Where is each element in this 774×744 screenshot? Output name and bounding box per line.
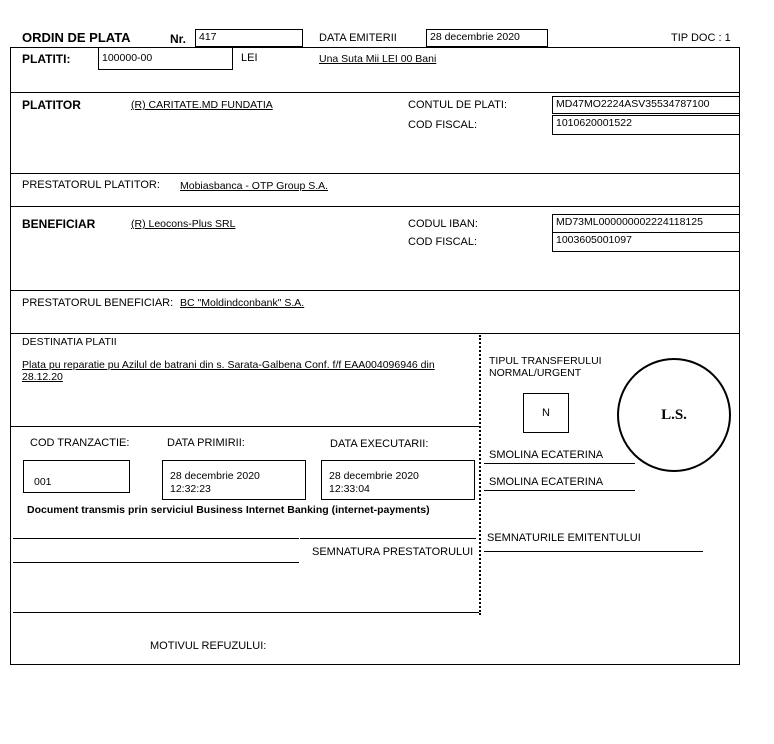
received-date-field	[162, 460, 306, 500]
signature-line	[13, 562, 299, 563]
amount-label: PLATITI:	[22, 52, 71, 66]
refusal-reason-label: MOTIVUL REFUZULUI:	[150, 640, 267, 652]
received-date-value: 28 decembrie 2020	[170, 470, 260, 482]
transaction-code-value: 001	[34, 476, 52, 488]
executed-date-value: 28 decembrie 2020	[329, 470, 419, 482]
payer-fiscal-field: 1010620001522	[552, 115, 740, 135]
executed-date-field	[321, 460, 475, 500]
beneficiary-fiscal-label: COD FISCAL:	[408, 236, 478, 248]
amount-in-words: Una Suta Mii LEI 00 Bani	[319, 53, 437, 65]
payer-account-field: MD47MO2224ASV35534787100	[552, 96, 740, 114]
payer-label: PLATITOR	[22, 98, 81, 112]
divider-line	[13, 612, 479, 613]
payer-provider-name: Mobiasbanca - OTP Group S.A.	[180, 180, 329, 192]
dotted-separator	[479, 335, 481, 615]
received-time-value: 12:32:23	[170, 483, 211, 495]
beneficiary-name: (R) Leocons-Plus SRL	[131, 218, 236, 230]
signature-line	[484, 463, 635, 464]
signature-line	[484, 490, 635, 491]
divider-line	[10, 426, 479, 427]
payer-fiscal-label: COD FISCAL:	[408, 119, 478, 131]
beneficiary-provider-name: BC "Moldindconbank" S.A.	[180, 297, 305, 309]
payer-name: (R) CARITATE.MD FUNDATIA	[131, 99, 273, 111]
signatory-name: SMOLINA ECATERINA	[489, 449, 604, 461]
divider-line	[10, 92, 740, 93]
issue-date-label: DATA EMITERII	[319, 32, 397, 44]
document-title: ORDIN DE PLATA	[22, 30, 131, 45]
beneficiary-fiscal-field: 1003605001097	[552, 232, 740, 252]
purpose-label: DESTINATIA PLATII	[22, 336, 117, 348]
beneficiary-label: BENEFICIAR	[22, 217, 96, 231]
transfer-type-value: N	[542, 407, 550, 419]
payer-account-label: CONTUL DE PLATI:	[408, 99, 508, 111]
purpose-line-1: Plata pu reparatie pu Azilul de batrani din s. Sarata-Galbena Conf. f/f EAA004096946 din	[22, 359, 435, 371]
transfer-type-label: TIPUL TRANSFERULUI	[489, 355, 602, 367]
payer-provider-label: PRESTATORUL PLATITOR:	[22, 179, 160, 191]
transfer-type-field	[523, 393, 569, 433]
issuer-signatures-label: SEMNATURILE EMITENTULUI	[487, 532, 641, 544]
provider-signature-label: SEMNATURA PRESTATORULUI	[312, 546, 474, 558]
executed-date-label: DATA EXECUTARII:	[330, 438, 429, 450]
executed-time-value: 12:33:04	[329, 483, 370, 495]
doc-type: TIP DOC : 1	[671, 32, 731, 44]
beneficiary-iban-field: MD73ML000000002224118125	[552, 214, 740, 233]
divider-line	[10, 206, 740, 207]
signature-line	[484, 551, 703, 552]
order-number-field: 417	[195, 29, 303, 47]
stamp-circle	[617, 358, 731, 472]
transmission-note: Document transmis prin serviciul Business Internet Banking (internet-payments)	[27, 504, 430, 516]
transfer-type-sublabel: NORMAL/URGENT	[489, 367, 582, 379]
signature-line	[13, 538, 299, 539]
issue-date-field: 28 decembrie 2020	[426, 29, 548, 47]
transaction-code-field	[23, 460, 130, 493]
received-date-label: DATA PRIMIRII:	[167, 437, 245, 449]
stamp-text: L.S.	[661, 406, 687, 423]
divider-line	[10, 290, 740, 291]
signatory-name: SMOLINA ECATERINA	[489, 476, 604, 488]
beneficiary-iban-label: CODUL IBAN:	[408, 218, 478, 230]
divider-line	[10, 173, 740, 174]
transaction-code-label: COD TRANZACTIE:	[30, 437, 130, 449]
signature-line	[300, 538, 476, 539]
amount-field: 100000-00	[98, 47, 233, 70]
divider-line	[10, 333, 740, 334]
payment-order-frame	[10, 47, 740, 665]
beneficiary-provider-label: PRESTATORUL BENEFICIAR:	[22, 297, 174, 309]
currency-label: LEI	[241, 52, 258, 64]
order-number-label: Nr.	[170, 32, 187, 46]
purpose-line-2: 28.12.20	[22, 371, 63, 383]
